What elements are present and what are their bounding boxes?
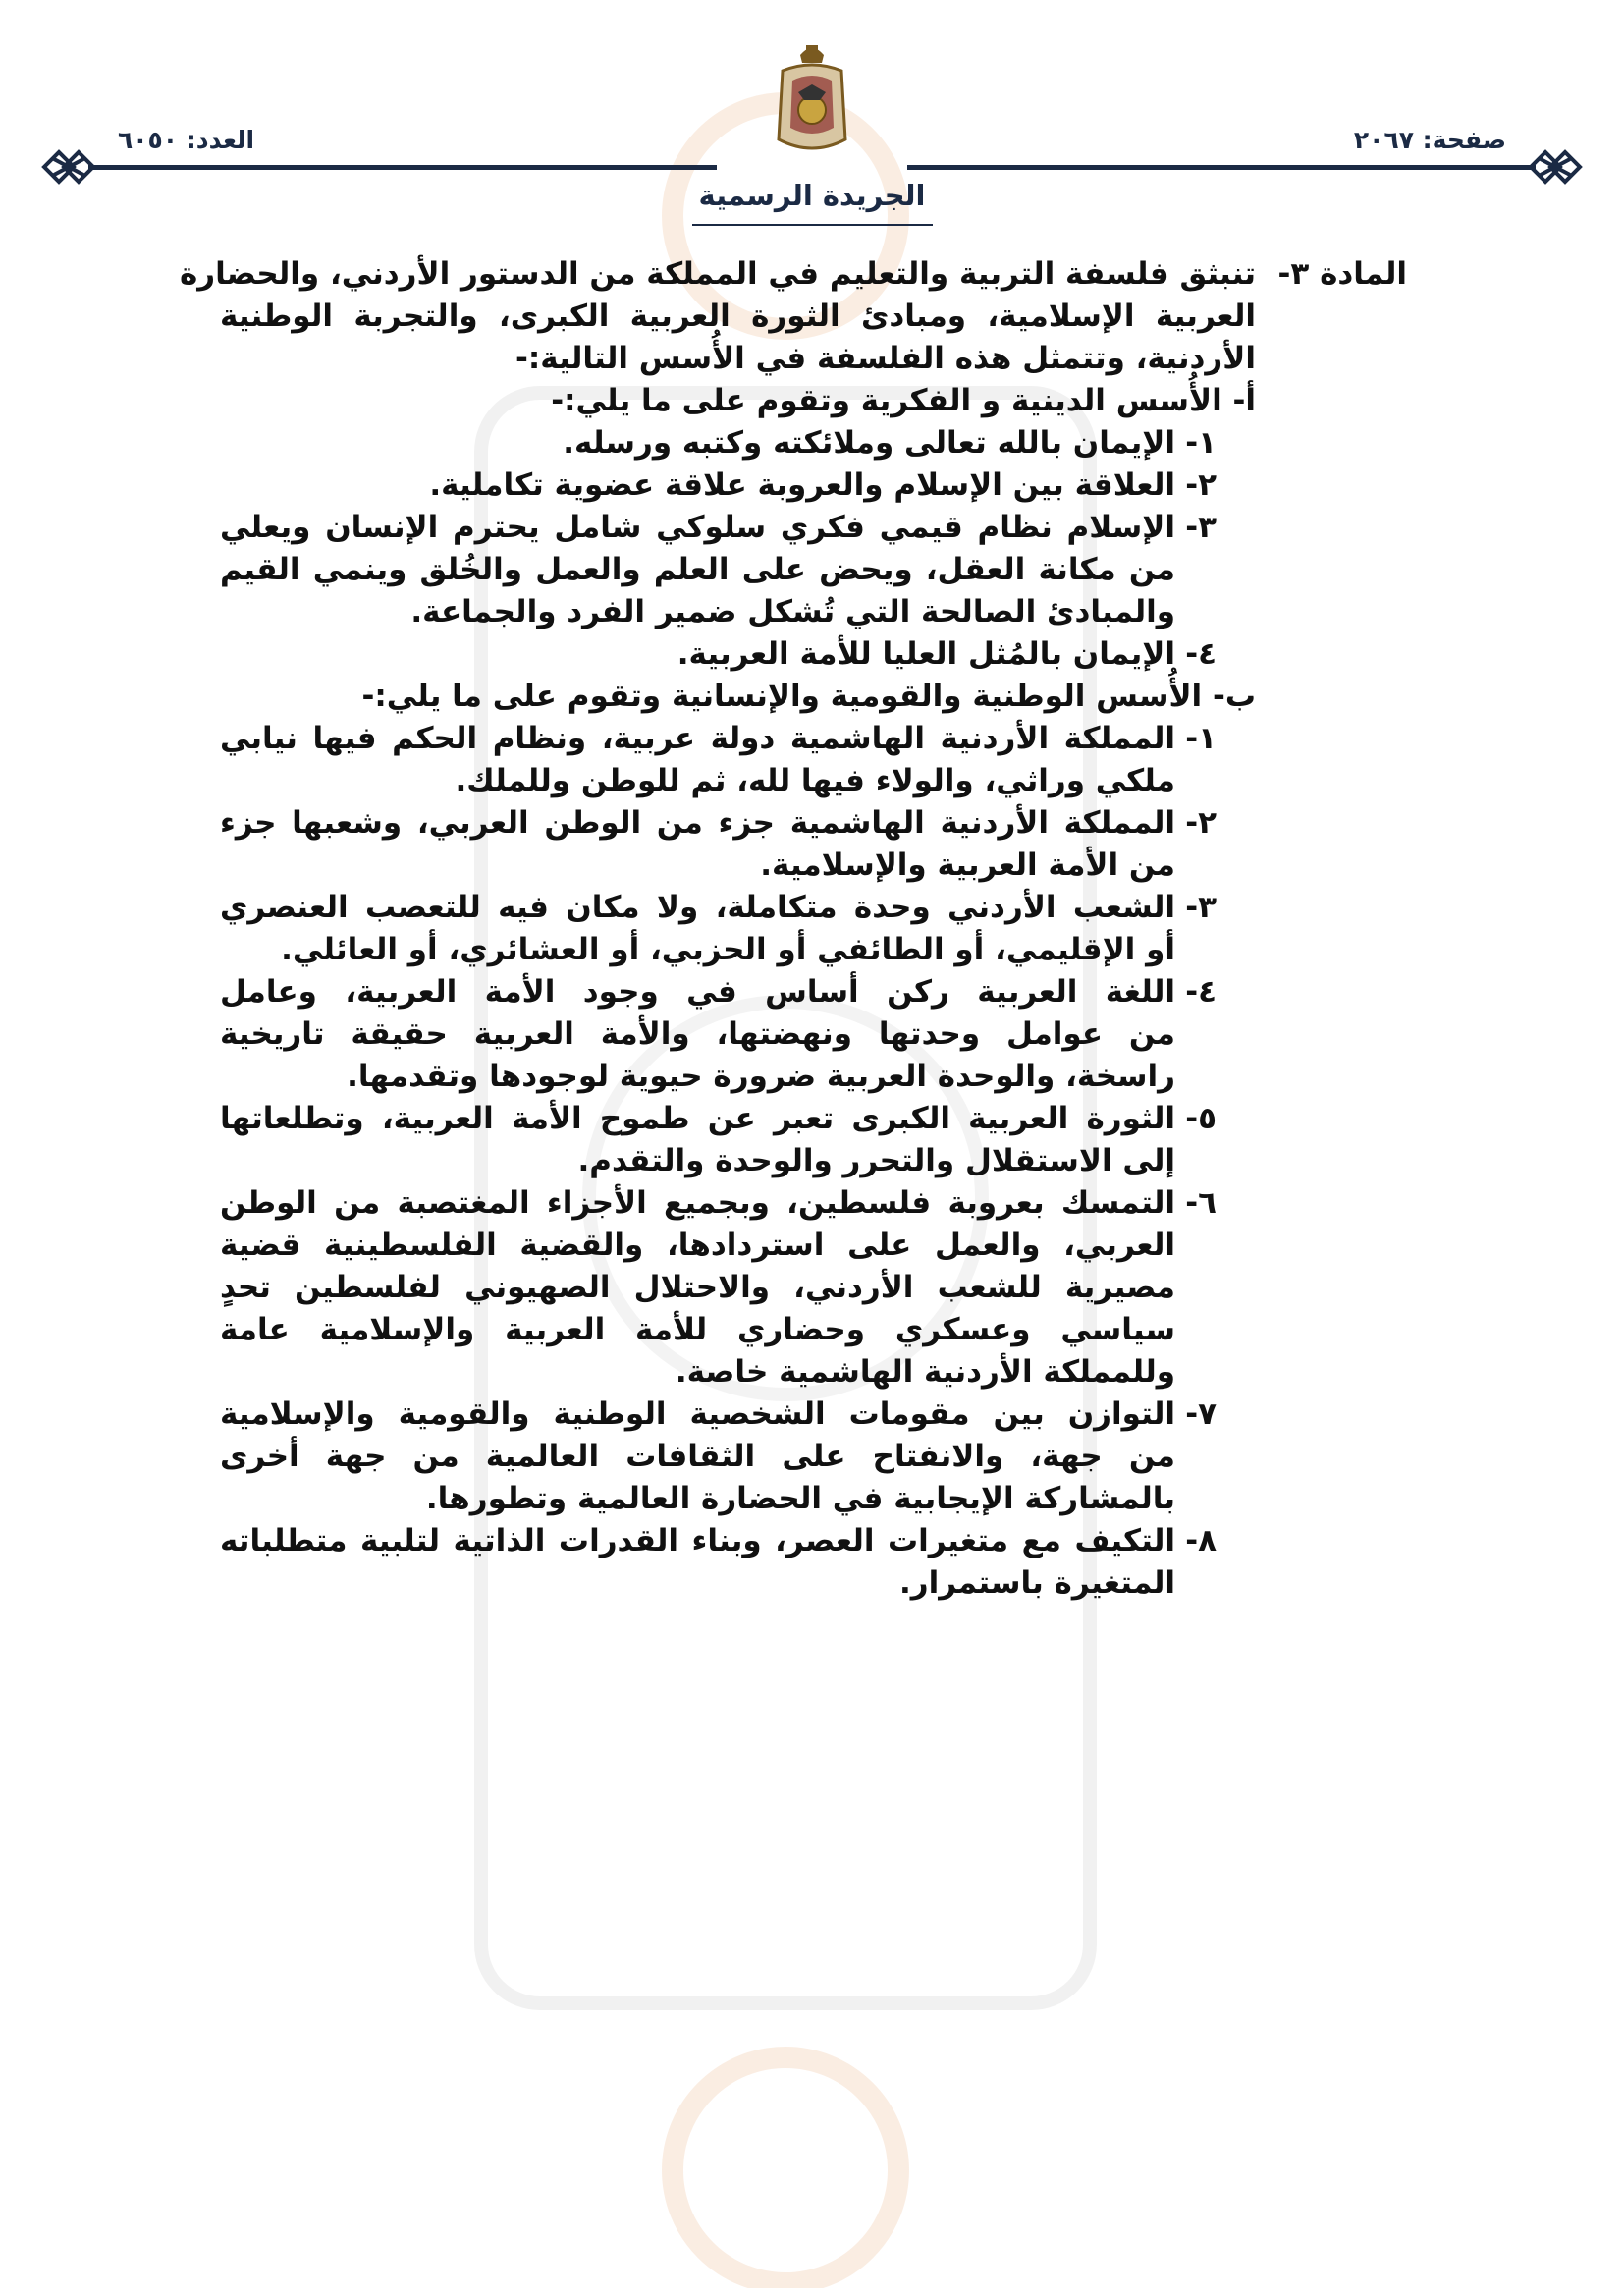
list-item-line: الإيمان بالمُثل العليا للأمة العربية. — [677, 636, 1175, 672]
list-item — [220, 802, 1217, 887]
list-item-number: ٥- — [1185, 1101, 1217, 1136]
list-item-text — [220, 507, 1175, 633]
list-item-line: أو الإقليمي، أو الطائفي أو الحزبي، أو العشائري، أو العائلي. — [281, 932, 1175, 967]
section-b-items — [220, 718, 1256, 1605]
list-item-number: ٨- — [1185, 1523, 1217, 1558]
list-item-line: المملكة الأردنية الهاشمية جزء من الوطن العربي، وشعبها جزء — [220, 805, 1175, 841]
list-item-line: اللغة العربية ركن أساس في وجود الأمة العربية، وعامل — [220, 974, 1175, 1010]
list-item-text — [220, 802, 1175, 887]
list-item — [220, 422, 1217, 465]
list-item-number: ٢- — [1185, 805, 1217, 841]
list-item — [220, 1394, 1217, 1520]
article-intro — [179, 253, 1407, 380]
list-item-text — [220, 1394, 1175, 1520]
list-item — [220, 633, 1217, 676]
coat-of-arms-emblem — [763, 41, 861, 159]
section-b — [220, 676, 1256, 1605]
list-item-line: التكيف مع متغيرات العصر، وبناء القدرات الذاتية لتلبية متطلباته — [220, 1523, 1175, 1558]
list-item — [220, 887, 1217, 971]
list-item-line: من جهة، والانفتاح على الثقافات العالمية من جهة أخرى — [220, 1439, 1175, 1474]
list-item-number: ٣- — [1185, 890, 1217, 925]
intro-line: العربية الإسلامية، ومبادئ الثورة العربية الكبرى، والتجربة الوطنية — [220, 299, 1256, 334]
list-item-number: ٣- — [1185, 510, 1217, 545]
section-a — [220, 380, 1256, 676]
header-rule — [88, 165, 717, 170]
list-item — [220, 465, 1217, 507]
article-intro-text — [179, 253, 1256, 380]
section-b-title: ب- الأُسس الوطنية والقومية والإنسانية وتقوم على ما يلي:- — [361, 679, 1256, 714]
list-item-line: بالمشاركة الإيجابية في الحضارة العالمية وتطورها. — [425, 1481, 1175, 1516]
list-item-line: التمسك بعروبة فلسطين، وبجميع الأجزاء المغتصبة من الوطن — [220, 1185, 1175, 1221]
list-item-line: من الأمة العربية والإسلامية. — [760, 847, 1175, 883]
list-item-line: راسخة، والوحدة العربية ضرورة حيوية لوجودها وتقدمها. — [347, 1059, 1175, 1094]
list-item — [220, 1520, 1217, 1605]
list-item-line: العلاقة بين الإسلام والعروبة علاقة عضوية تكاملية. — [429, 467, 1175, 503]
list-item — [220, 1182, 1217, 1394]
issue-number: العدد: ٦٠٥٠ — [118, 126, 255, 154]
list-item-text — [220, 1098, 1175, 1182]
list-item-text — [220, 1182, 1175, 1394]
intro-line: الأردنية، وتتمثل هذه الفلسفة في الأُسس التالية:- — [515, 341, 1256, 376]
list-item-text — [220, 465, 1175, 507]
list-item-line: من مكانة العقل، ويحض على العلم والعمل والخُلق وينمي القيم — [220, 552, 1175, 587]
intro-line: تنبثق فلسفة التربية والتعليم في المملكة من الدستور الأردني، والحضارة — [179, 256, 1256, 292]
list-item-line: ملكي وراثي، والولاء فيها لله، ثم للوطن وللملك. — [455, 763, 1175, 798]
list-item-line: التوازن بين مقومات الشخصية الوطنية والقومية والإسلامية — [220, 1396, 1175, 1432]
list-item-text — [220, 422, 1175, 465]
list-item-number: ٦- — [1185, 1185, 1217, 1221]
list-item-line: إلى الاستقلال والتحرر والوحدة والتقدم. — [577, 1143, 1175, 1178]
gazette-title: الجريدة الرسمية — [698, 179, 926, 212]
header-rule — [907, 165, 1536, 170]
list-item-line: الإيمان بالله تعالى وملائكته وكتبه ورسله. — [563, 425, 1175, 461]
list-item-line: والمبادئ الصالحة التي تُشكل ضمير الفرد والجماعة. — [410, 594, 1175, 629]
list-item-text — [220, 887, 1175, 971]
article-label: المادة ٣- — [1277, 256, 1407, 292]
list-item-number: ٢- — [1185, 467, 1217, 503]
list-item-number: ٤- — [1185, 636, 1217, 672]
list-item-number: ٧- — [1185, 1396, 1217, 1432]
list-item-line: الإسلام نظام قيمي فكري سلوكي شامل يحترم الإنسان ويعلي — [220, 510, 1175, 545]
list-item-text — [220, 1520, 1175, 1605]
list-item — [220, 971, 1217, 1098]
list-item-line: سياسي وعسكري وحضاري للأمة العربية والإسلامية عامة — [220, 1312, 1175, 1347]
section-a-title: أ- الأُسس الدينية و الفكرية وتقوم على ما يلي:- — [551, 383, 1256, 418]
section-a-items — [220, 422, 1256, 676]
title-underline — [692, 224, 933, 226]
list-item-line: مصيرية للشعب الأردني، والاحتلال الصهيوني لفلسطين تحدٍ — [220, 1270, 1175, 1305]
list-item-number: ١- — [1185, 721, 1217, 756]
list-item-line: وللمملكة الأردنية الهاشمية خاصة. — [675, 1354, 1175, 1390]
list-item-line: المملكة الأردنية الهاشمية دولة عربية، ونظام الحكم فيها نيابي — [220, 721, 1175, 756]
list-item-text — [220, 718, 1175, 802]
article-body — [179, 253, 1407, 1605]
list-item — [220, 718, 1217, 802]
list-item — [220, 507, 1217, 633]
list-item-line: العربي، والعمل على استردادها، والقضية الفلسطينية قضية — [220, 1228, 1175, 1263]
list-item-number: ٤- — [1185, 974, 1217, 1010]
list-item-line: من عوامل وحدتها ونهضتها، والأمة العربية حقيقة تاريخية — [220, 1016, 1175, 1052]
list-item-text — [220, 633, 1175, 676]
list-item-line: الشعب الأردني وحدة متكاملة، ولا مكان فيه للتعصب العنصري — [220, 890, 1175, 925]
page-number: صفحة: ٢٠٦٧ — [1353, 126, 1506, 154]
list-item-line: المتغيرة باستمرار. — [899, 1565, 1175, 1601]
list-item-line: الثورة العربية الكبرى تعبر عن طموح الأمة العربية، وتطلعاتها — [220, 1101, 1175, 1136]
list-item — [220, 1098, 1217, 1182]
list-item-text — [220, 971, 1175, 1098]
list-item-number: ١- — [1185, 425, 1217, 461]
